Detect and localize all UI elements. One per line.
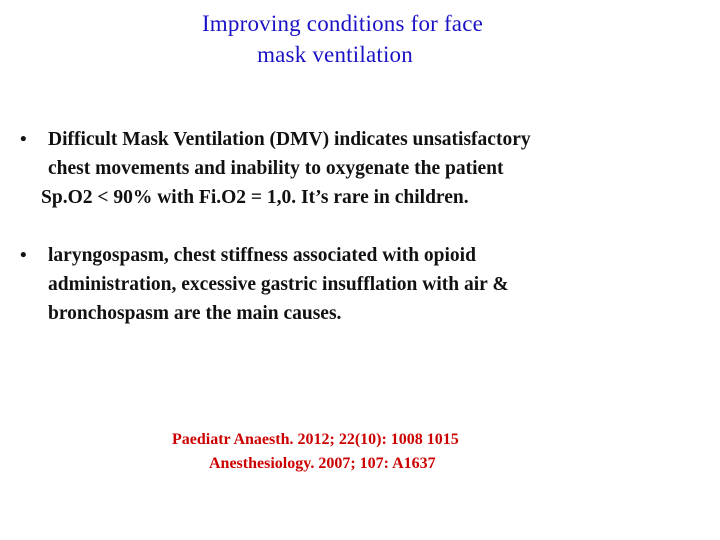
title-line-2: mask ventilation — [257, 42, 413, 67]
bullet-line: Sp.O2 < 90% with Fi.O2 = 1,0. It’s rare in children. — [41, 187, 469, 208]
slide-title — [0, 8, 720, 70]
bullet-icon: • — [20, 129, 27, 150]
bullet-icon: • — [20, 245, 27, 266]
bullet-text — [48, 241, 688, 328]
bullet-line: laryngospasm, chest stiffness associated with opioid — [48, 245, 476, 266]
reference-paediatr-anaesth: Paediatr Anaesth. 2012; 22(10): 1008 1015 — [172, 431, 459, 448]
bullet-line: chest movements and inability to oxygenate the patient — [48, 158, 504, 179]
bullet-line: bronchospasm are the main causes. — [48, 303, 342, 324]
title-line-1: Improving conditions for face — [201, 11, 484, 36]
reference-anesthesiology: Anesthesiology. 2007; 107: A1637 — [209, 455, 436, 472]
bullet-line: administration, excessive gastric insufflation with air & — [48, 274, 509, 295]
bullet-text — [41, 125, 688, 212]
bullet-line: Difficult Mask Ventilation (DMV) indicates unsatisfactory — [48, 129, 531, 150]
